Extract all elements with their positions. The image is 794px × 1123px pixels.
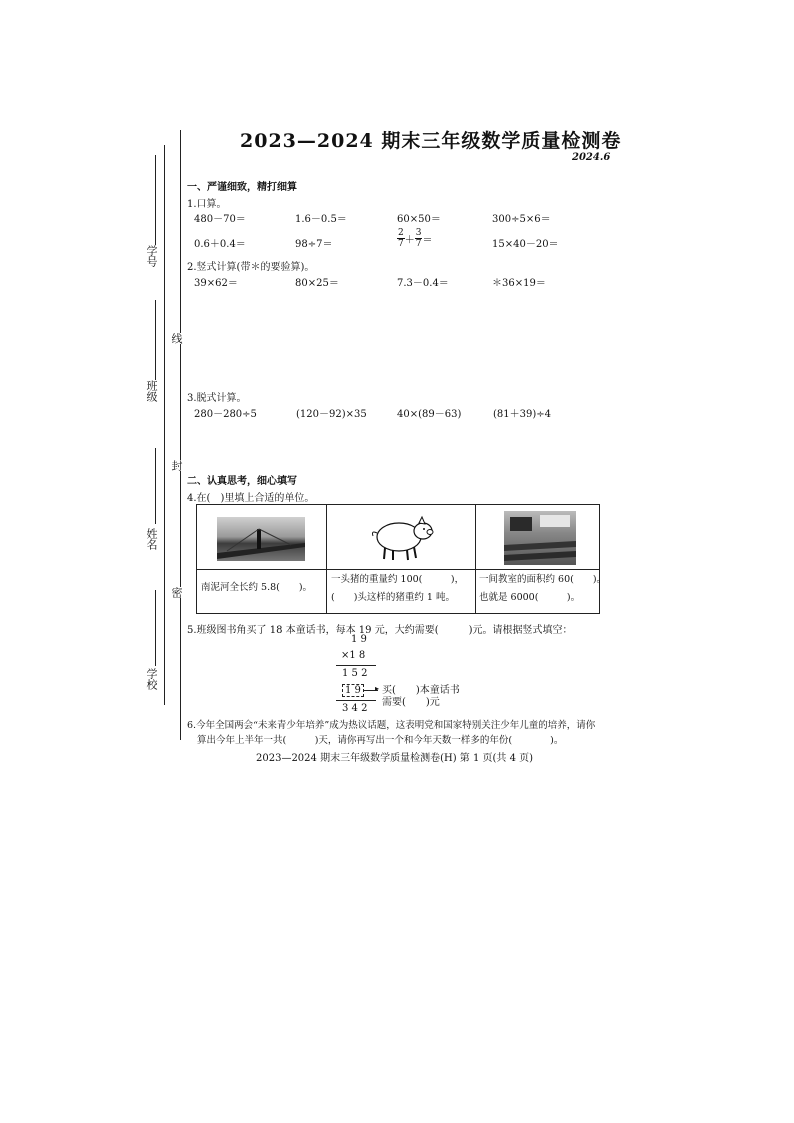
- cell3-line1: 一间教室的面积约 60( )。: [479, 574, 607, 585]
- student-no-label: 学号: [145, 245, 158, 267]
- vertical-multiplicand: 1 9: [351, 634, 367, 645]
- school-underline: [155, 590, 156, 666]
- name-label: 姓名: [145, 528, 158, 550]
- q6-line1: 6.今年全国两会“未来青少年培养”成为热议话题，这表明党和国家特别关注少年儿童的培养，请你: [187, 720, 596, 731]
- units-table: [196, 504, 607, 614]
- q3-item: 40×(89－63): [397, 409, 462, 420]
- q1-item: 300÷5×6＝: [492, 214, 551, 225]
- table-divider: [475, 505, 476, 613]
- classroom-photo: [504, 511, 576, 565]
- q1-item: 98÷7＝: [295, 239, 333, 250]
- cell2-line2: ( )头这样的猪重约 1 吨。: [331, 592, 455, 603]
- q5-label: 5.班级图书角买了 18 本童话书，每本 19 元，大约需要( )元。请根据竖式填空：: [187, 625, 573, 636]
- q3-item: 280－280÷5: [194, 409, 257, 420]
- q5-note-buy: 买( )本童话书: [382, 685, 460, 696]
- fraction: $\frac{2}{7}$: [398, 228, 404, 249]
- q1-label: 1.口算。: [187, 199, 227, 210]
- seal-marker: 封: [170, 460, 183, 471]
- q1-item: 480－70＝: [194, 214, 246, 225]
- q2-item: 39×62＝: [194, 278, 238, 289]
- line-marker: 线: [170, 333, 183, 344]
- vertical-rule: [336, 700, 376, 701]
- cell1-text: 南泥河全长约 5.8( )。: [201, 582, 313, 593]
- binding-line-outer: [164, 145, 165, 705]
- pig-icon: [367, 511, 437, 565]
- student-no-underline: [155, 155, 156, 245]
- q2-item: 80×25＝: [295, 278, 339, 289]
- q1-item: 0.6＋0.4＝: [194, 239, 246, 250]
- seal2-marker: 密: [170, 587, 183, 598]
- name-underline: [155, 448, 156, 524]
- q1-fraction-item: $\frac{2}{7}$ ＋ $\frac{3}{7}$ ＝: [398, 228, 433, 249]
- arrow-right-icon: ▸: [375, 684, 380, 693]
- q3-item: (81＋39)÷4: [493, 409, 551, 420]
- cell2-line1: 一头猪的重量约 100( )，: [331, 574, 465, 585]
- binding-line-inner: [180, 130, 181, 740]
- q1-item: 60×50＝: [397, 214, 441, 225]
- vertical-partial2: 1 9: [342, 684, 364, 697]
- cell3-line2: 也就是 6000( )。: [479, 592, 581, 603]
- vertical-multiplier: ×1 8: [341, 650, 366, 661]
- table-divider: [197, 569, 599, 570]
- classroom-icon: [504, 511, 576, 565]
- q4-label: 4.在( )里填上合适的单位。: [187, 493, 315, 504]
- q1-item: 1.6－0.5＝: [295, 214, 347, 225]
- q3-item: (120－92)×35: [296, 409, 367, 420]
- river-photo: [217, 517, 305, 561]
- q2-item: 7.3－0.4＝: [397, 278, 449, 289]
- bridge-icon: [217, 517, 305, 561]
- page-footer: 2023—2024 期末三年级数学质量检测卷(H) 第 1 页(共 4 页): [256, 753, 534, 764]
- vertical-rule: [336, 665, 376, 666]
- table-divider: [326, 505, 327, 613]
- q3-label: 3.脱式计算。: [187, 393, 247, 404]
- vertical-sum: 3 4 2: [342, 703, 368, 714]
- school-label: 学校: [145, 668, 158, 690]
- exam-date: 2024.6: [572, 152, 611, 163]
- q1-item: 15×40－20＝: [492, 239, 559, 250]
- section2-heading: 二、认真思考，细心填写: [187, 476, 297, 487]
- vertical-partial1: 1 5 2: [342, 668, 368, 679]
- class-underline: [155, 300, 156, 380]
- page-title: 2023—2024 期末三年级数学质量检测卷: [240, 130, 622, 152]
- class-label: 班级: [145, 380, 158, 402]
- q6-line2: 算出今年上半年一共( )天，请你再写出一个和今年天数一样多的年份( )。: [197, 735, 564, 746]
- q2-label: 2.竖式计算(带＊的要验算)。: [187, 262, 315, 273]
- fraction: $\frac{3}{7}$: [415, 228, 422, 249]
- q2-item: ＊36×19＝: [492, 278, 546, 289]
- section1-heading: 一、严谨细致，精打细算: [187, 182, 297, 193]
- q5-note-cost: 需要( )元: [382, 697, 440, 708]
- pig-image: [367, 511, 437, 565]
